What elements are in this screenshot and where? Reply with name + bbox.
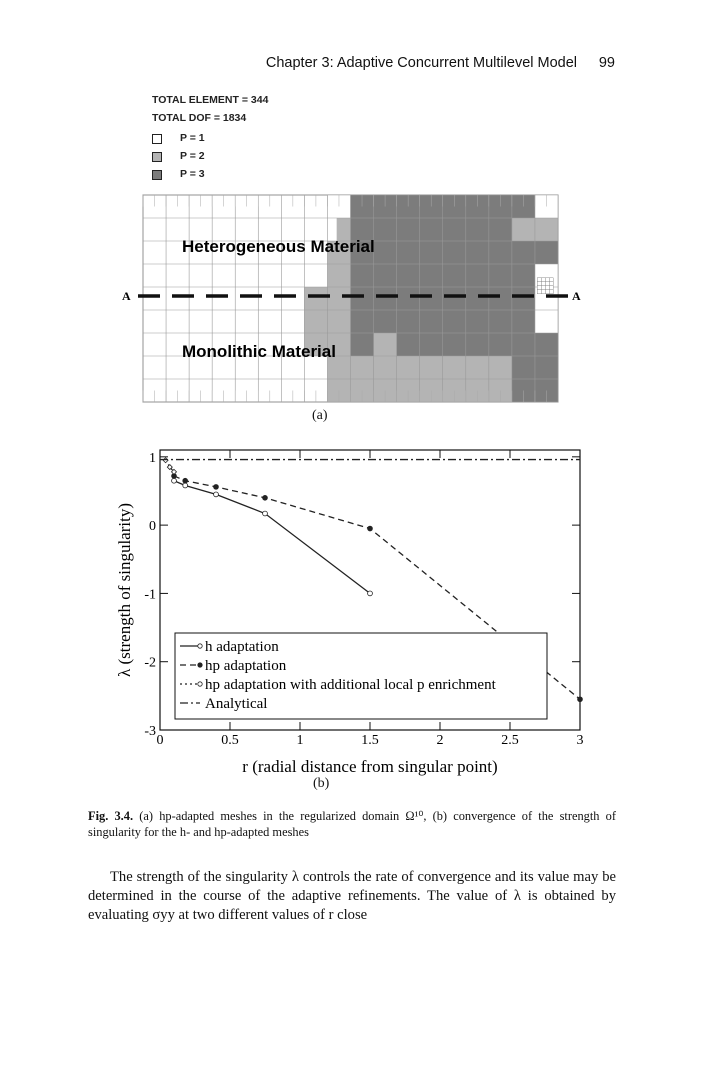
caption-text: (a) hp-adapted meshes in the regularized domain Ω¹⁰, (b) convergence of the strength of singularity for the h- and hp-adapted meshes: [88, 809, 616, 839]
hp-mesh-figure: [118, 190, 588, 405]
x-tick-label: 3: [576, 733, 584, 748]
y-tick-label: 0: [149, 519, 156, 535]
series-point: [183, 478, 188, 483]
y-tick-label: -2: [144, 655, 156, 671]
mesh-refined-cell: [537, 278, 541, 282]
mesh-region: [535, 218, 558, 241]
monolithic-label: Monolithic Material: [182, 342, 336, 361]
running-header: [0, 55, 702, 75]
mesh-refined-cell: [545, 286, 549, 290]
x-axis-label: r (radial distance from singular point): [242, 757, 498, 776]
mesh-refined-cell: [549, 286, 553, 290]
chapter-title: Chapter 3: Adaptive Concurrent Multilevel Model: [265, 55, 577, 71]
legend-marker: [198, 682, 202, 686]
section-label-left: A: [122, 289, 131, 303]
series-point: [214, 492, 219, 497]
series-point: [263, 511, 268, 516]
mesh-region: [535, 264, 558, 333]
mesh-refined-cell: [545, 290, 549, 294]
y-tick-label: -3: [144, 724, 156, 739]
figure-caption: [88, 808, 616, 840]
y-tick-label: 1: [149, 450, 156, 466]
total-element-label: TOTAL ELEMENT = 344: [152, 94, 269, 106]
x-tick-label: 1.5: [361, 733, 379, 748]
legend-label: Analytical: [205, 696, 268, 712]
mesh-refined-cell: [541, 278, 545, 282]
series-point: [214, 484, 219, 489]
legend-label: P = 2: [180, 150, 205, 162]
mesh-refined-cell: [545, 282, 549, 286]
heterogeneous-label: Heterogeneous Material: [182, 237, 375, 256]
x-tick-label: 2.5: [501, 733, 519, 748]
mesh-refined-cell: [541, 290, 545, 294]
mesh-refined-cell: [541, 282, 545, 286]
mesh-region: [374, 333, 397, 356]
subfigure-b-label: (b): [313, 776, 330, 791]
p1-swatch-icon: [152, 134, 162, 144]
section-label-right: A: [572, 289, 581, 303]
p3-swatch-icon: [152, 170, 162, 180]
legend-label: P = 1: [180, 132, 205, 144]
series-point: [368, 526, 373, 531]
x-tick-label: 1: [296, 733, 304, 748]
mesh-refined-cell: [541, 286, 545, 290]
x-tick-label: 0.5: [221, 733, 239, 748]
mesh-refined-cell: [537, 290, 541, 294]
mesh-refined-cell: [537, 286, 541, 290]
total-dof-label: TOTAL DOF = 1834: [152, 112, 247, 124]
mesh-refined-cell: [537, 282, 541, 286]
mesh-region: [512, 218, 535, 241]
legend-label: P = 3: [180, 168, 205, 180]
series-point: [368, 591, 373, 596]
x-tick-label: 0: [156, 733, 164, 748]
y-axis-label: λ (strength of singularity): [115, 503, 134, 677]
body-paragraph: The strength of the singularity λ controls the rate of convergence and its value may be determined in the course of the adaptive refinements. The value of λ is obtained by evaluating σyy at two different values of r close: [88, 869, 616, 923]
mesh-refined-cell: [549, 290, 553, 294]
series-point: [183, 483, 188, 488]
series-point: [172, 478, 177, 483]
mesh-refined-cell: [549, 282, 553, 286]
legend-label: hp adaptation with additional local p enrichment: [205, 677, 496, 693]
convergence-chart: [115, 440, 598, 776]
page-number: 99: [598, 55, 615, 71]
x-tick-label: 2: [436, 733, 444, 748]
legend-marker: [198, 663, 202, 667]
legend-label: hp adaptation: [205, 658, 287, 674]
subfigure-a-label: (a): [312, 408, 328, 423]
mesh-refined-cell: [549, 278, 553, 282]
y-tick-label: -1: [144, 587, 156, 603]
legend-label: h adaptation: [205, 639, 279, 655]
legend-marker: [198, 644, 202, 648]
series-point: [263, 495, 268, 500]
chart-legend: [175, 633, 547, 719]
p2-swatch-icon: [152, 152, 162, 162]
mesh-refined-cell: [545, 278, 549, 282]
series-point: [578, 697, 583, 702]
caption-label: Fig. 3.4.: [88, 809, 134, 823]
